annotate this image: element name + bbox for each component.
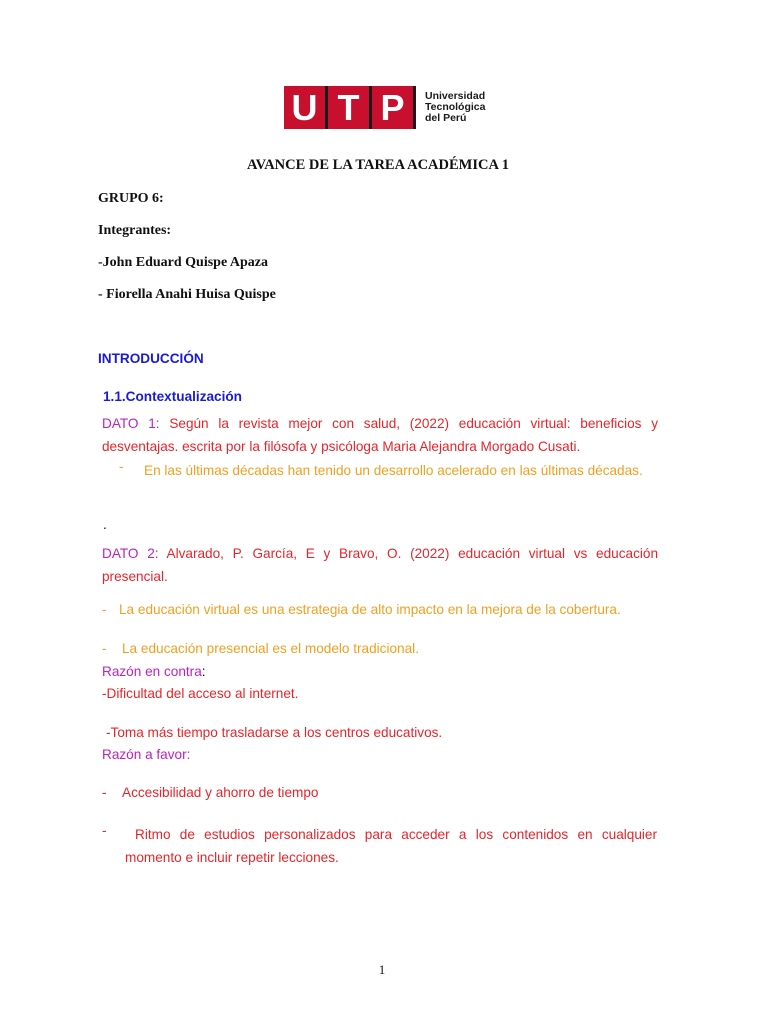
intro-heading: INTRODUCCIÓN	[98, 351, 204, 366]
dato-1-label: DATO 1	[102, 416, 156, 431]
logo-letter-u: U	[284, 86, 325, 129]
dato-2-paragraph: DATO 2: Alvarado, P. García, E y Bravo, O. (2022) educación virtual vs educación presencial.	[102, 546, 659, 584]
logo-letter-t: T	[328, 86, 369, 129]
contra-heading: Razón en contra:	[102, 664, 206, 679]
favor-dash: -	[102, 823, 107, 838]
favor-dash: -	[102, 785, 107, 800]
members-label: Integrantes:	[98, 223, 172, 238]
utp-logo	[284, 86, 486, 129]
page-number: 1	[378, 962, 386, 977]
contra-item: -Toma más tiempo trasladarse a los centros educativos.	[106, 725, 443, 740]
point-dash: -	[102, 641, 107, 656]
favor-item: Ritmo de estudios personalizados para acceder a los contenidos en cualquier momento e incluir repetir lecciones.	[125, 827, 657, 865]
section-heading: 1.1.Contextualización	[103, 389, 242, 404]
stray-dot: .	[103, 517, 107, 532]
document-title: AVANCE DE LA TAREA ACADÉMICA 1	[247, 157, 509, 173]
university-name: Universidad Tecnológica del Perú	[425, 90, 486, 124]
point-item: La educación virtual es una estrategia de alto impacto en la mejora de la cobertura.	[119, 602, 621, 617]
favor-item: Accesibilidad y ahorro de tiempo	[122, 785, 319, 800]
contra-item: -Dificultad del acceso al internet.	[102, 686, 299, 701]
dato-1-bullet: En las últimas décadas han tenido un desarrollo acelerado en las últimas décadas.	[144, 463, 643, 478]
dato-2-label: DATO 2	[102, 546, 155, 561]
member-item: - Fiorella Anahi Huisa Quispe	[98, 287, 276, 302]
logo-separator	[413, 86, 416, 129]
bullet-dash: -	[119, 459, 124, 474]
dato-1-paragraph: DATO 1: Según la revista mejor con salud, (2022) educación virtual: beneficios y desventajas. escrita por la filósofa y psicóloga Maria Alejandra Morgado Cusati.	[102, 416, 658, 454]
point-item: La educación presencial es el modelo tradicional.	[122, 641, 419, 656]
member-item: -John Eduard Quispe Apaza	[98, 255, 268, 270]
dato-2-text: Alvarado, P. García, E y Bravo, O. (2022) educación virtual vs educación presencial.	[102, 546, 659, 584]
point-dash: -	[102, 602, 107, 617]
dato-1-text: Según la revista mejor con salud, (2022) educación virtual: beneficios y desventajas. escrita por la filósofa y psicóloga Maria Alejandra Morgado Cusati.	[102, 416, 658, 454]
favor-heading: Razón a favor:	[102, 747, 191, 762]
logo-letter-p: P	[372, 86, 413, 129]
group-label: GRUPO 6:	[98, 191, 164, 206]
